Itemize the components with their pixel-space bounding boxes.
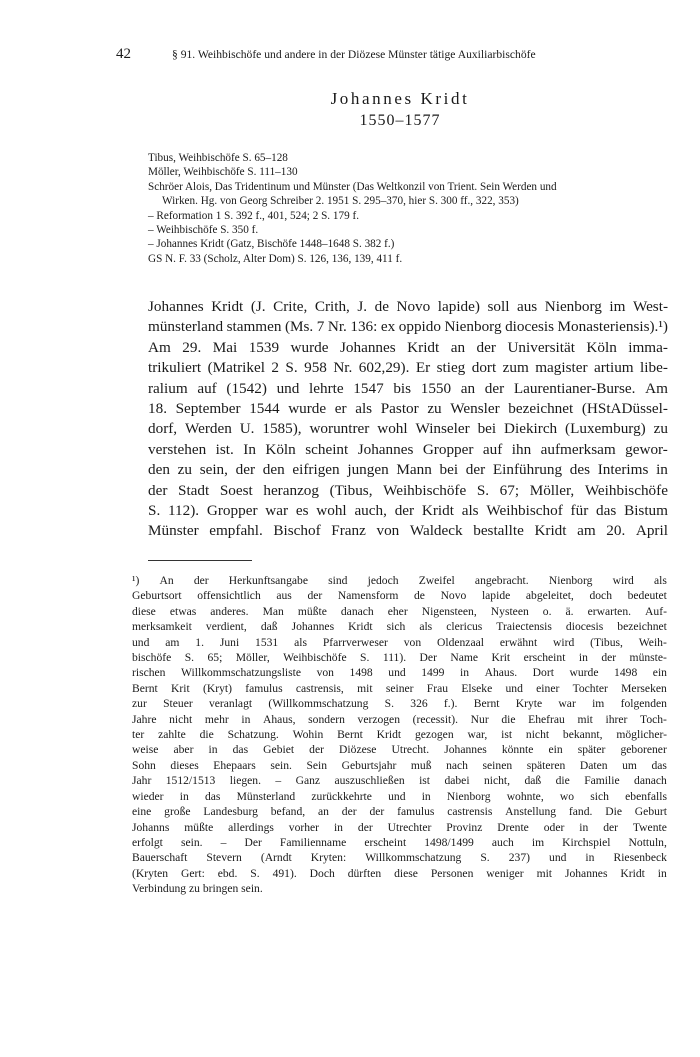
footnote-line: ¹) An der Herkunftsangabe sind jedoch Zweifel angebracht. Nienborg wird als <box>132 574 667 587</box>
footnote-line: eine große Landesburg befand, an der der famulus castrensis Anstellung fand. Die Geburt <box>132 805 667 819</box>
footnote-rule <box>148 560 252 561</box>
footnote-line: Johanns müßte allerdings vorher in der Utrechter Provinz Drente oder in der Twente <box>132 820 667 834</box>
footnote-line: bischöfe S. 65; Möller, Weihbischöfe S. 111). Der Name Krit erscheint in der münste- <box>132 651 667 665</box>
footnote-line: rischen Willkommschatzungsliste von 1498 und 1499 in Ahaus. Dort wurde 1498 ein <box>132 666 667 680</box>
text-line: der Stadt Soest heranzog (Tibus, Weihbischöfe S. 67; Möller, Weihbischöfe <box>148 481 668 499</box>
text-line: Münster empfahl. Bischof Franz von Waldeck bestallte Kridt am 20. April <box>148 522 668 540</box>
entry-name: Johannes Kridt <box>330 89 470 108</box>
bib-entry-continuation: Wirken. Hg. von Georg Schreiber 2. 1951 S. 295–370, hier S. 300 ff., 322, 353) <box>162 195 519 208</box>
text-line: trikuliert (Matrikel 2 S. 958 Nr. 602,29). Er stieg dort zum magister artium libe- <box>148 359 668 377</box>
footnote-line: merksamkeit verdient, daß Johannes Kridt sich als clericus Traiectensis diocesis bezeichnet <box>132 620 667 634</box>
text-line: 18. September 1544 wurde er als Pastor zu Wensler bezeichnet (HStADüssel- <box>148 400 668 418</box>
text-line: Am 29. Mai 1539 wurde Johannes Kridt an der Universität Köln imma- <box>148 338 668 356</box>
footnote-line: Bauerschaft Stevern (Arndt Kryten: Willkommschatzung S. 237) und in Riesenbeck <box>132 851 667 865</box>
footnote-line: diese etwas anderes. Man müßte danach eher Nigensteen, Nysteen o. ä. erwarten. Auf- <box>132 604 667 618</box>
footnote-line: Verbindung zu bringen sein. <box>132 882 263 896</box>
footnote-line: wieder in das Münsterland zurückkehrte und in Nienborg wohnte, wo sich ebenfalls <box>132 789 667 803</box>
text-line: S. 112). Gropper war es wohl auch, der Kridt als Weihbischof für das Bistum <box>148 502 668 520</box>
footnote <box>132 573 667 897</box>
text-line: ralium auf (1542) und lehrte 1547 bis 1550 an der Laurentianer-Burse. Am <box>148 379 668 397</box>
footnote-line: Geburtsort offensichtlich aus der Namensform de Novo lapide abgeleitet, doch bedeutet <box>132 589 667 603</box>
bib-entry: Schröer Alois, Das Tridentinum und Münster (Das Weltkonzil von Trient. Sein Werden und <box>148 180 557 193</box>
entry-years: 1550–1577 <box>359 112 441 129</box>
main-text <box>148 297 668 542</box>
footnote-line: Jahr 1512/1513 liegen. – Ganz auszuschließen ist dabei nicht, daß die Familie danach <box>132 774 667 788</box>
page-number: 42 <box>116 46 131 62</box>
footnote-line: Sohn dieses Ehepaars sein. Sein Geburtsjahr muß nach seinen späteren Daten um das <box>132 758 667 772</box>
text-line: Johannes Kridt (J. Crite, Crith, J. de Novo lapide) soll aus Nienborg im West- <box>148 298 668 315</box>
footnote-line: und am 1. Juni 1531 als Pfarrverweser von Oldenzaal erwähnt wird (Tibus, Weih- <box>132 635 667 649</box>
entry-heading <box>0 88 700 132</box>
bib-entry: GS N. F. 33 (Scholz, Alter Dom) S. 126, 136, 139, 411 f. <box>148 252 403 265</box>
footnote-line: (Kryten Gert: ebd. S. 491). Doch dürften diese Personen weniger mit Johannes Kridt in <box>132 866 667 880</box>
bib-entry: Tibus, Weihbischöfe S. 65–128 <box>148 152 288 164</box>
footnote-line: zur Steuer veranlagt (Willkommschatzung S. 326 f.). Bernt Kryte war im folgenden <box>132 697 667 711</box>
text-line: verstehen ist. In Köln scheint Johannes Gropper auf ihn aufmerksam gewor- <box>148 440 668 458</box>
bib-entry: – Johannes Kridt (Gatz, Bischöfe 1448–1648 S. 382 f.) <box>148 238 395 251</box>
bib-entry: – Reformation 1 S. 392 f., 401, 524; 2 S. 179 f. <box>148 209 360 222</box>
footnote-line: weise aber in das Gebiet der Diözese Utrecht. Johannes könnte ein später geborener <box>132 743 667 757</box>
bib-entry: Möller, Weihbischöfe S. 111–130 <box>148 166 298 179</box>
text-line: den zu sein, der den eifrigen jungen Mann bei der Einführung des Interims in <box>148 461 668 479</box>
text-line: münsterland stammen (Ms. 7 Nr. 136: ex oppido Nienborg diocesis Monasteriensis).¹) <box>148 318 668 336</box>
footnote-line: Jahre nicht mehr in Ahaus, sondern verzogen (recessit). Nur die Ehefrau mit ihrer Toch- <box>132 712 667 726</box>
text-line: dorf, Werden U. 1585), woruntrer wohl Winseler bei Diekirch (Luxemburg) zu <box>148 420 668 438</box>
running-title: § 91. Weihbischöfe und andere in der Diözese Münster tätige Auxiliarbischöfe <box>172 48 536 61</box>
bibliography <box>148 151 666 266</box>
running-head <box>116 46 676 66</box>
bib-entry: – Weihbischöfe S. 350 f. <box>148 224 259 237</box>
footnote-line: Bernt Krit (Kryt) famulus castrensis, mit seiner Frau Elseke und einer Tochter Merseken <box>132 681 667 695</box>
footnote-line: erfolgt sein. – Der Familienname erscheint 1498/1499 auch im Kirchspiel Nottuln, <box>132 835 667 849</box>
footnote-line: ter zahlte die Schatzung. Wohin Bernt Kridt gezogen war, ist nicht bekannt, möglicher- <box>132 728 667 742</box>
